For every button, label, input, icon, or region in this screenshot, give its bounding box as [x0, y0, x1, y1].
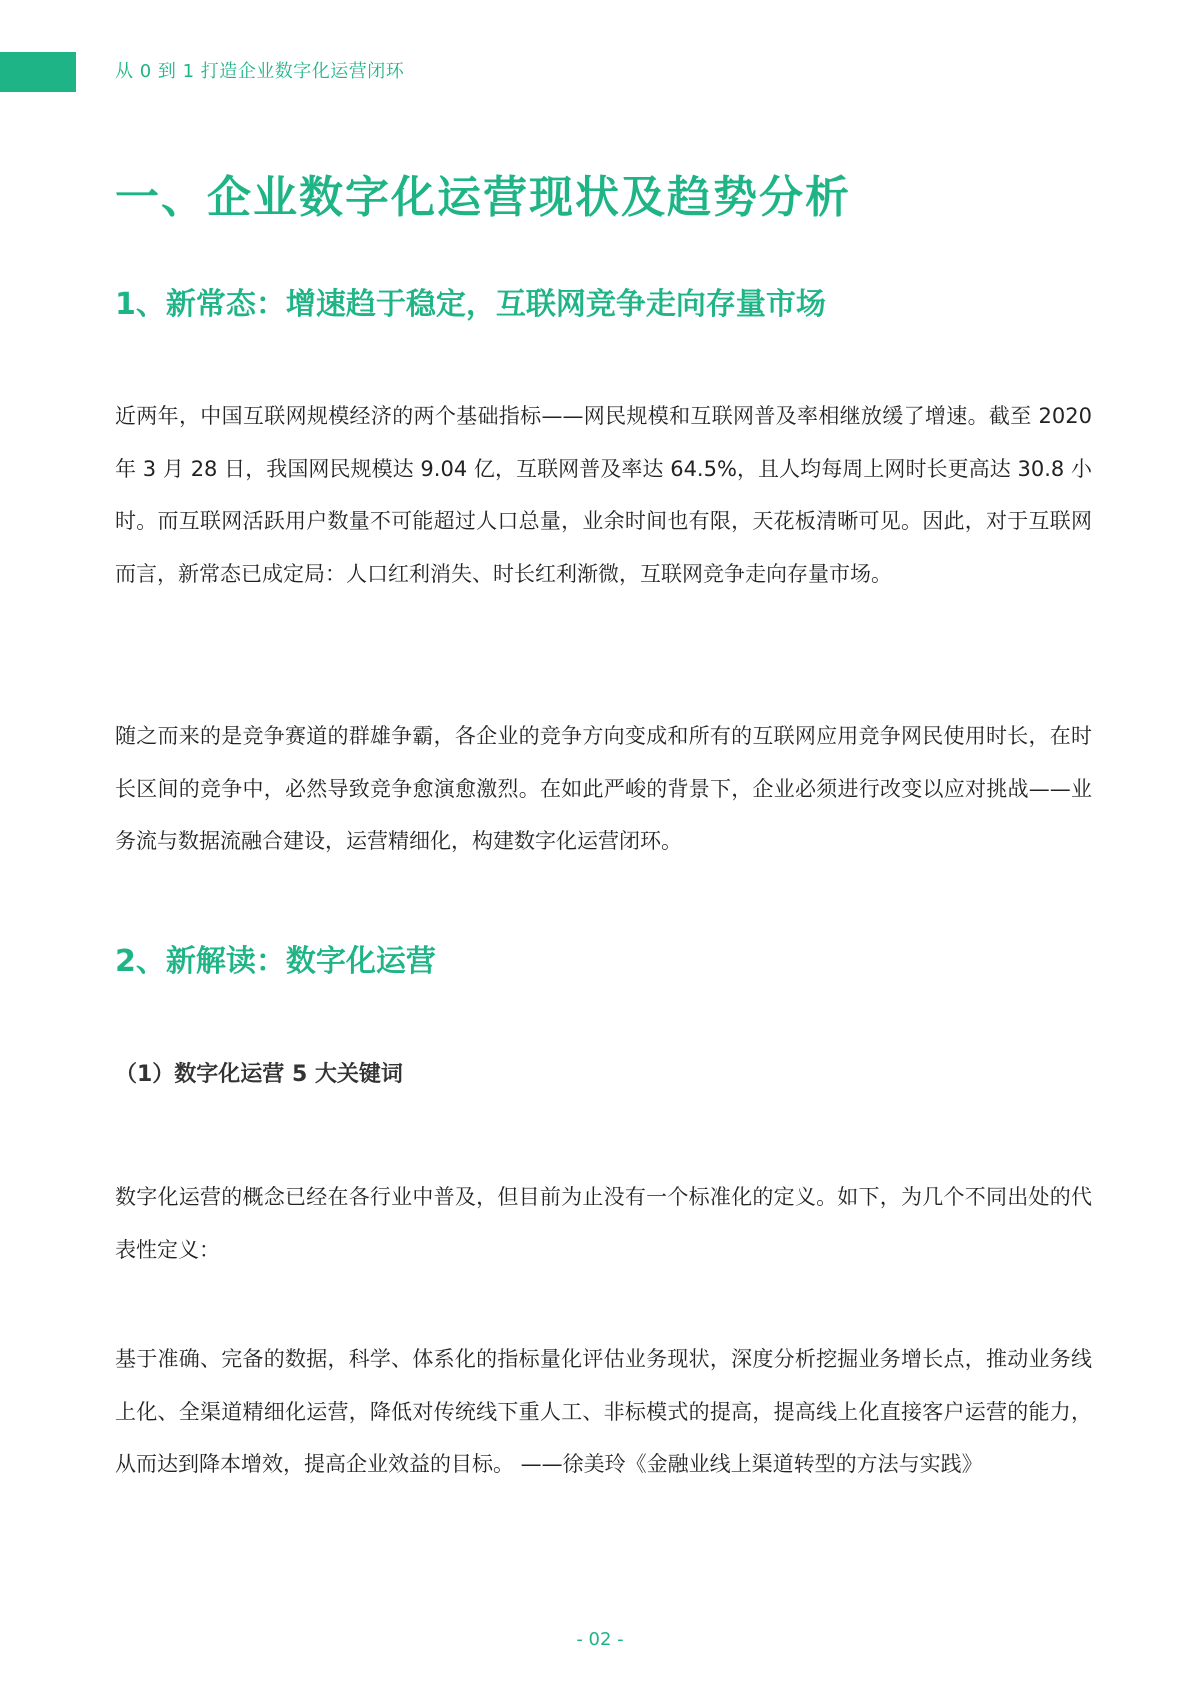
section-2-subheading: （1）数字化运营 5 大关键词 [115, 1062, 403, 1087]
section-2-heading: 2、新解读：数字化运营 [115, 944, 436, 979]
page-number: - 02 - [576, 1629, 624, 1650]
definition-quote-paragraph: 基于准确、完备的数据，科学、体系化的指标量化评估业务现状，深度分析挖掘业务增长点，推动业务线上化、全渠道精细化运营，降低对传统线下重人工、非标模式的提高，提高线上化直接客户运营的能力，从而达到降本增效，提高企业效益的目标。 ——徐美玲《金融业线上渠道转型的方法与实践》 [115, 1347, 1092, 1476]
chapter-title: 一、企业数字化运营现状及趋势分析 [115, 172, 851, 223]
section-2-paragraph-1: 数字化运营的概念已经在各行业中普及，但目前为止没有一个标准化的定义。如下，为几个不同出处的代表性定义： [115, 1185, 1092, 1262]
running-title: 从 0 到 1 打造企业数字化运营闭环 [115, 61, 405, 82]
section-1-heading: 1、新常态：增速趋于稳定，互联网竞争走向存量市场 [115, 287, 826, 322]
section-1-paragraph-1: 近两年，中国互联网规模经济的两个基础指标——网民规模和互联网普及率相继放缓了增速。截至 2020 年 3 月 28 日，我国网民规模达 9.04 亿，互联网普及率达 64.5%，且人均每周上网时长更高达 30.8 小时。而互联网活跃用户数量不可能超过人口总量，业余时间也有限，天花板清晰可见。因此，对于互联网而言，新常态已成定局：人口红利消失、时长红利渐微，互联网竞争走向存量市场。 [115, 404, 1092, 586]
section-1-paragraph-2: 随之而来的是竞争赛道的群雄争霸，各企业的竞争方向变成和所有的互联网应用竞争网民使用时长，在时长区间的竞争中，必然导致竞争愈演愈激烈。在如此严峻的背景下，企业必须进行改变以应对挑战——业务流与数据流融合建设，运营精细化，构建数字化运营闭环。 [115, 724, 1092, 853]
header-accent-bar [0, 52, 76, 92]
